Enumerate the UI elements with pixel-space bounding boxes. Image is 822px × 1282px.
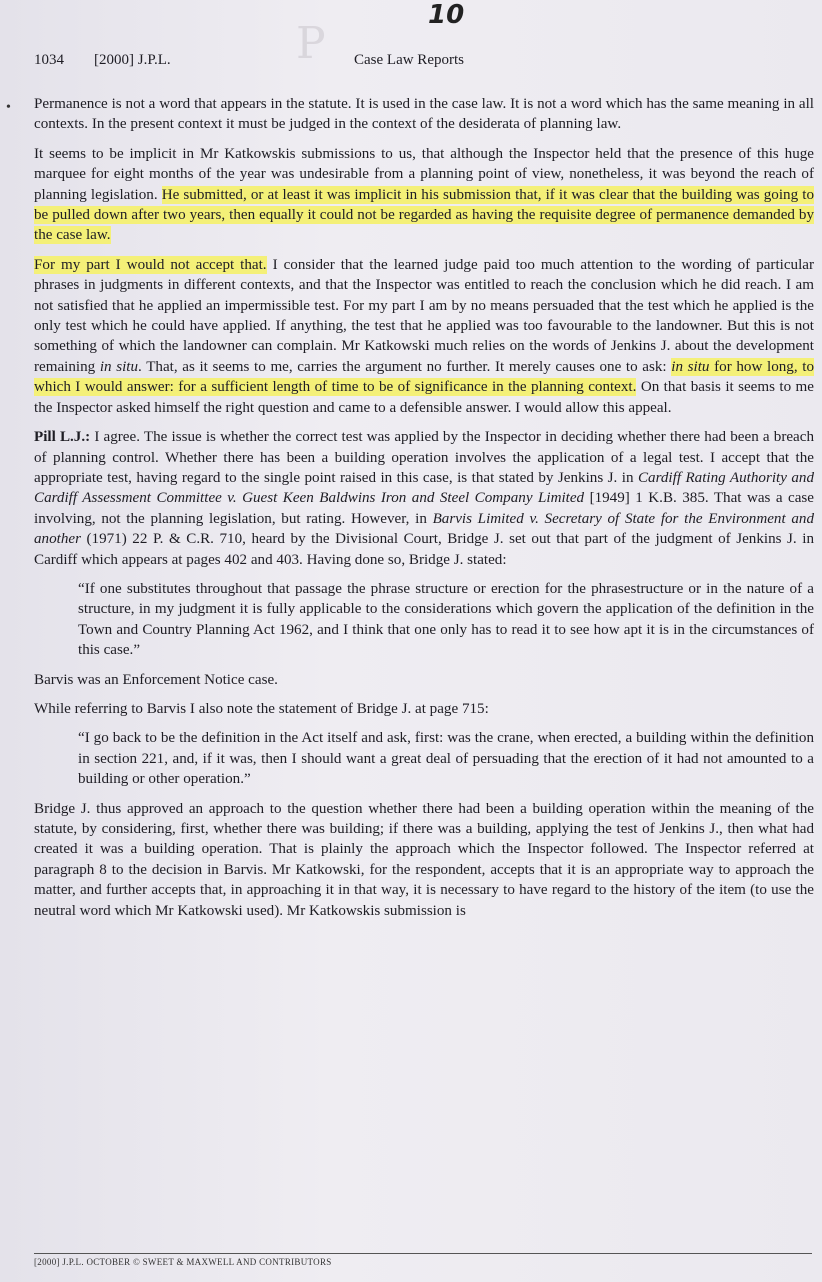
highlighted-text: He submitted, or at least it was implicit in his submission that, if it was clear that the building was going to be pulled down after two years, then equally it could not be regarded as having the requisite degree of permanence demanded by the case law. bbox=[34, 186, 814, 244]
italic-term: in situ bbox=[671, 358, 710, 375]
body-text bbox=[34, 94, 814, 930]
text-run: . That, as it seems to me, carries the argument no further. It merely causes one to ask: bbox=[138, 358, 672, 375]
text-run: (1971) 22 P. & C.R. 710, heard by the Divisional Court, Bridge J. set out that part of the judgment of Jenkins J. in Cardiff which appears at pages 402 and 403. Having done so, Bridge J. stated: bbox=[34, 531, 814, 568]
page-footer: [2000] J.P.L. OCTOBER © SWEET & MAXWELL AND CONTRIBUTORS bbox=[34, 1257, 332, 1267]
text-run: [1949] 1 K.B. 385. That was a case involving, not the planning legislation, but rating. However, in bbox=[34, 490, 815, 527]
handwritten-page-mark: 10 bbox=[428, 0, 465, 30]
paragraph-approach: Bridge J. thus approved an approach to the question whether there had been a building operation within the meaning of the statute, by considering, first, whether there was building; if there was a building, applying the test of Jenkins J., then what had created it was a building operation. That is plainly the approach which the Inspector followed. The Inspector referred at paragraph 8 to the decision in Barvis. Mr Katkowski, for the respondent, accepts that it is an appropriate way to approach the matter, and further accepts that, in approaching it in that way, it is necessary to have regard to the history of the item (to use the neutral word which Mr Katkowski used). Mr Katkowskis submission is bbox=[34, 800, 814, 919]
block-quote: “If one substitutes throughout that passage the phrase structure or erection for the phrasestructure or in the nature of a structure, in my judgment it is fully applicable to the considerations which govern the application of the definition in the Town and Country Planning Act 1962, and I think that one only has to read it to see how apt it is in the circumstances of this case.” bbox=[78, 580, 814, 659]
block-quote: “I go back to be the definition in the Act itself and ask, first: was the crane, when erected, a building within the definition in section 221, and, if it was, then I should want a great deal of persuading that the erection of it had not amounted to a building or other operation.” bbox=[78, 730, 814, 788]
case-name: Barvis Limited v. Secretary of State for the Environment and another bbox=[34, 510, 814, 548]
text-run: I agree. The issue is whether the correct test was applied by the Inspector in deciding whether there had been a breach of planning control. Whether there has been a building operation involves the application of a legal test. I accept that the appropriate test, having regard to the single point raised in this case, is that stated by Jenkins J. in bbox=[34, 429, 814, 486]
faint-stamp: P bbox=[296, 18, 330, 69]
speaker-name: Pill L.J.: bbox=[34, 429, 91, 446]
paragraph-barvis: Barvis was an Enforcement Notice case. bbox=[34, 671, 278, 688]
margin-mark: • bbox=[6, 100, 11, 115]
text-run: I consider that the learned judge paid too much attention to the wording of particular phrases in judgments in different contexts, and that the Inspector was entitled to reach the conclusion which he did reach. I am not satisfied that he applied an impermissible test. For my part I am by no means persuaded that the test which he applied is the only test which he could have applied. If anything, the test that he applied was too favourable to the landowner. But this is not something of which the landowner can complain. Mr Katkowski much relies on the words of Jenkins J. about the development remaining bbox=[34, 256, 814, 375]
page-number: 1034 bbox=[34, 52, 64, 68]
paragraph-bridge-reference: While referring to Barvis I also note the statement of Bridge J. at page 715: bbox=[34, 700, 489, 717]
highlighted-text: For my part I would not accept that. bbox=[34, 256, 267, 273]
paragraph-katkowski-submission bbox=[34, 144, 814, 246]
footer-divider bbox=[34, 1253, 812, 1254]
case-name: Cardiff Rating Authority and Cardiff Assessment Committee v. Guest Keen Baldwins Iron and Steel Company Limited bbox=[34, 469, 814, 507]
text-run: for how long, to which I would answer: for a sufficient length of time to be of significance in the planning context. bbox=[34, 358, 814, 396]
running-header bbox=[34, 52, 794, 74]
text-run: On that basis it seems to me the Inspector asked himself the right question and came to a defensible answer. I would allow this appeal. bbox=[34, 379, 814, 416]
text-run: It seems to be implicit in Mr Katkowskis submissions to us, that although the Inspector held that the presence of this huge marquee for eight months of the year was undesirable from a planning point of view, nonetheless, it was beyond the reach of planning legislation. bbox=[34, 145, 814, 203]
paragraph-pill-lj bbox=[34, 427, 814, 570]
paragraph-permanence: Permanence is not a word that appears in the statute. It is used in the case law. It is not a word which has the same meaning in all contexts. In the present context it must be judged in the context of the desiderata of planning law. bbox=[34, 96, 814, 133]
paragraph-judgment bbox=[34, 255, 814, 418]
journal-citation: [2000] J.P.L. bbox=[94, 52, 171, 68]
italic-term: in situ bbox=[99, 358, 139, 375]
running-title: Case Law Reports bbox=[354, 52, 464, 68]
